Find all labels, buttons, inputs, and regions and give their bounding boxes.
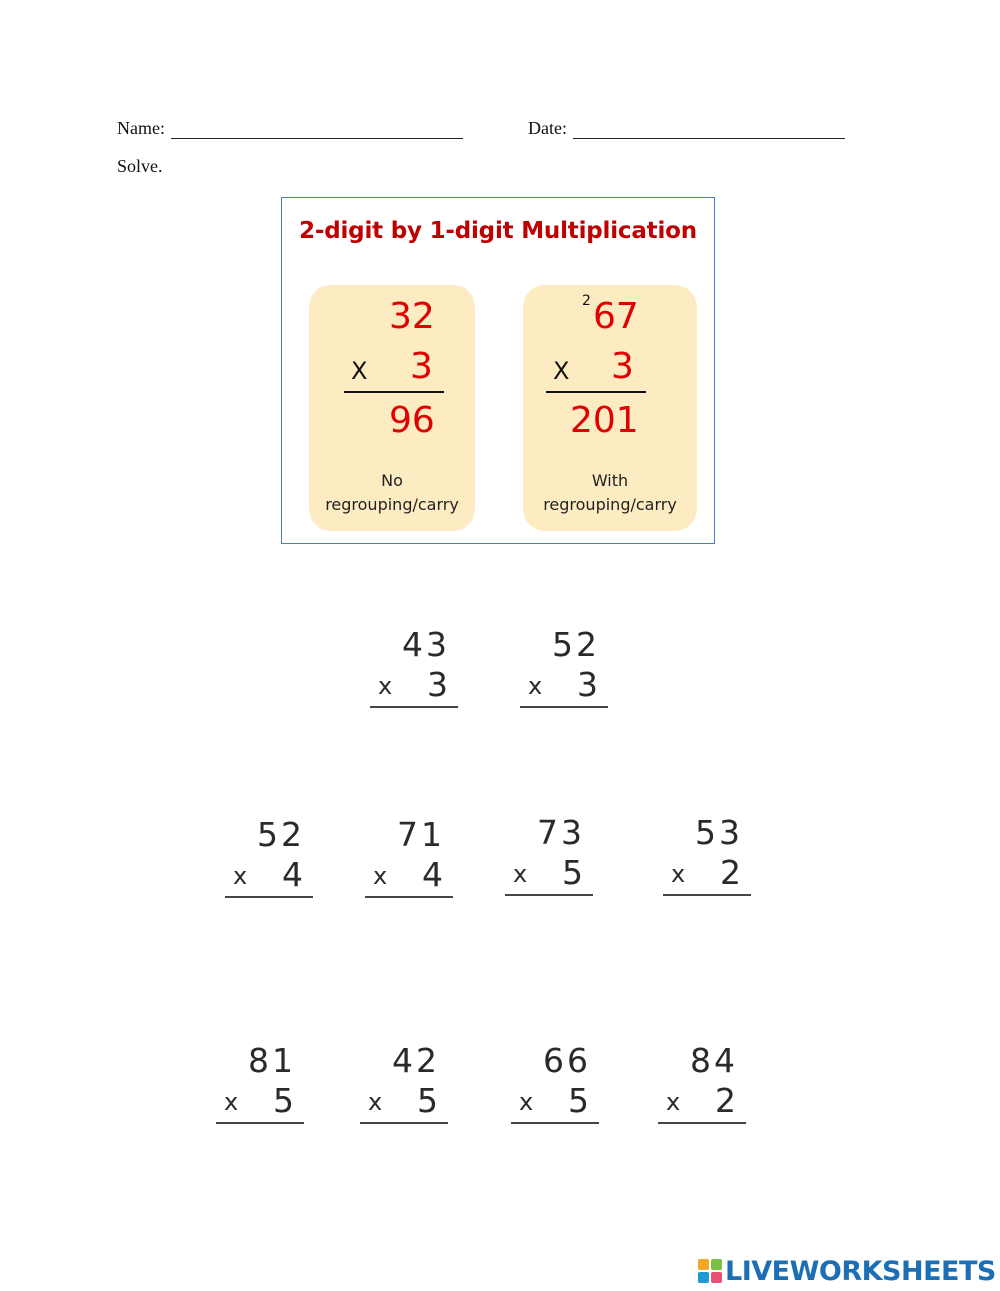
problem-multiplier: 4 (422, 855, 443, 894)
problem-top-number: 42 (392, 1041, 440, 1080)
times-sign: X (351, 357, 368, 385)
problem-top-number: 43 (402, 625, 450, 664)
logo-block (711, 1272, 722, 1283)
problem-rule (225, 896, 313, 898)
problem-top-number: 53 (695, 813, 743, 852)
problem-multiplier: 4 (282, 855, 303, 894)
times-sign: x (378, 672, 393, 700)
logo-block (711, 1259, 722, 1270)
problem-10[interactable] (658, 1041, 748, 1124)
times-sign: X (553, 357, 570, 385)
problem-rule (505, 894, 593, 896)
logo-block (698, 1272, 709, 1283)
example-multiplier: 3 (611, 346, 634, 387)
problem-top-number: 81 (248, 1041, 296, 1080)
date-line[interactable] (573, 122, 845, 139)
problem-rule (360, 1122, 448, 1124)
instruction-text: Solve. (117, 156, 163, 176)
logo-text: LIVEWORKSHEETS (725, 1255, 996, 1287)
problem-multiplier: 2 (715, 1081, 736, 1120)
problem-1[interactable] (370, 625, 460, 708)
example-top-number: 32 (389, 296, 435, 337)
times-sign: x (224, 1088, 239, 1116)
carry-digit: 2 (582, 293, 591, 309)
times-sign: x (233, 862, 248, 890)
problem-multiplier: 3 (577, 665, 598, 704)
example-top-number: 67 (593, 296, 639, 337)
times-sign: x (666, 1088, 681, 1116)
problem-top-number: 73 (537, 813, 585, 852)
times-sign: x (368, 1088, 383, 1116)
example-card-with-regrouping (523, 285, 697, 531)
logo-blocks-icon (698, 1259, 722, 1283)
date-field (528, 118, 845, 139)
problem-rule (511, 1122, 599, 1124)
problem-multiplier: 3 (427, 665, 448, 704)
problem-top-number: 66 (543, 1041, 591, 1080)
times-sign: x (528, 672, 543, 700)
problem-top-number: 71 (397, 815, 445, 854)
date-label: Date: (528, 118, 567, 138)
problem-8[interactable] (360, 1041, 450, 1124)
problem-multiplier: 5 (417, 1081, 438, 1120)
problem-multiplier: 5 (273, 1081, 294, 1120)
problem-rule (663, 894, 751, 896)
problem-4[interactable] (365, 815, 455, 898)
example-product: 96 (389, 400, 435, 441)
example-box (281, 197, 715, 544)
problem-9[interactable] (511, 1041, 601, 1124)
problem-top-number: 52 (552, 625, 600, 664)
example-title: 2-digit by 1-digit Multiplication (299, 218, 697, 244)
name-field (117, 118, 463, 139)
problem-rule (370, 706, 458, 708)
problem-3[interactable] (225, 815, 315, 898)
problem-top-number: 84 (690, 1041, 738, 1080)
problem-multiplier: 2 (720, 853, 741, 892)
problem-multiplier: 5 (568, 1081, 589, 1120)
example-multiplier: 3 (410, 346, 433, 387)
problem-2[interactable] (520, 625, 610, 708)
example-caption-line2: regrouping/carry (543, 495, 677, 514)
problem-rule (365, 896, 453, 898)
times-sign: x (373, 862, 388, 890)
problem-multiplier: 5 (562, 853, 583, 892)
example-caption-line1: No (381, 471, 403, 490)
name-line[interactable] (171, 122, 463, 139)
example-caption-line1: With (591, 471, 629, 490)
problem-7[interactable] (216, 1041, 306, 1124)
name-label: Name: (117, 118, 165, 138)
logo-block (698, 1259, 709, 1270)
problem-rule (520, 706, 608, 708)
times-sign: x (513, 860, 528, 888)
times-sign: x (519, 1088, 534, 1116)
example-product: 201 (570, 400, 639, 441)
example-rule (344, 391, 444, 393)
example-card-no-regrouping (309, 285, 475, 531)
problem-top-number: 52 (257, 815, 305, 854)
example-rule (546, 391, 646, 393)
liveworksheets-logo[interactable] (698, 1256, 996, 1286)
problem-rule (658, 1122, 746, 1124)
times-sign: x (671, 860, 686, 888)
problem-5[interactable] (505, 813, 595, 896)
example-caption-line2: regrouping/carry (325, 495, 459, 514)
problem-6[interactable] (663, 813, 753, 896)
problem-rule (216, 1122, 304, 1124)
